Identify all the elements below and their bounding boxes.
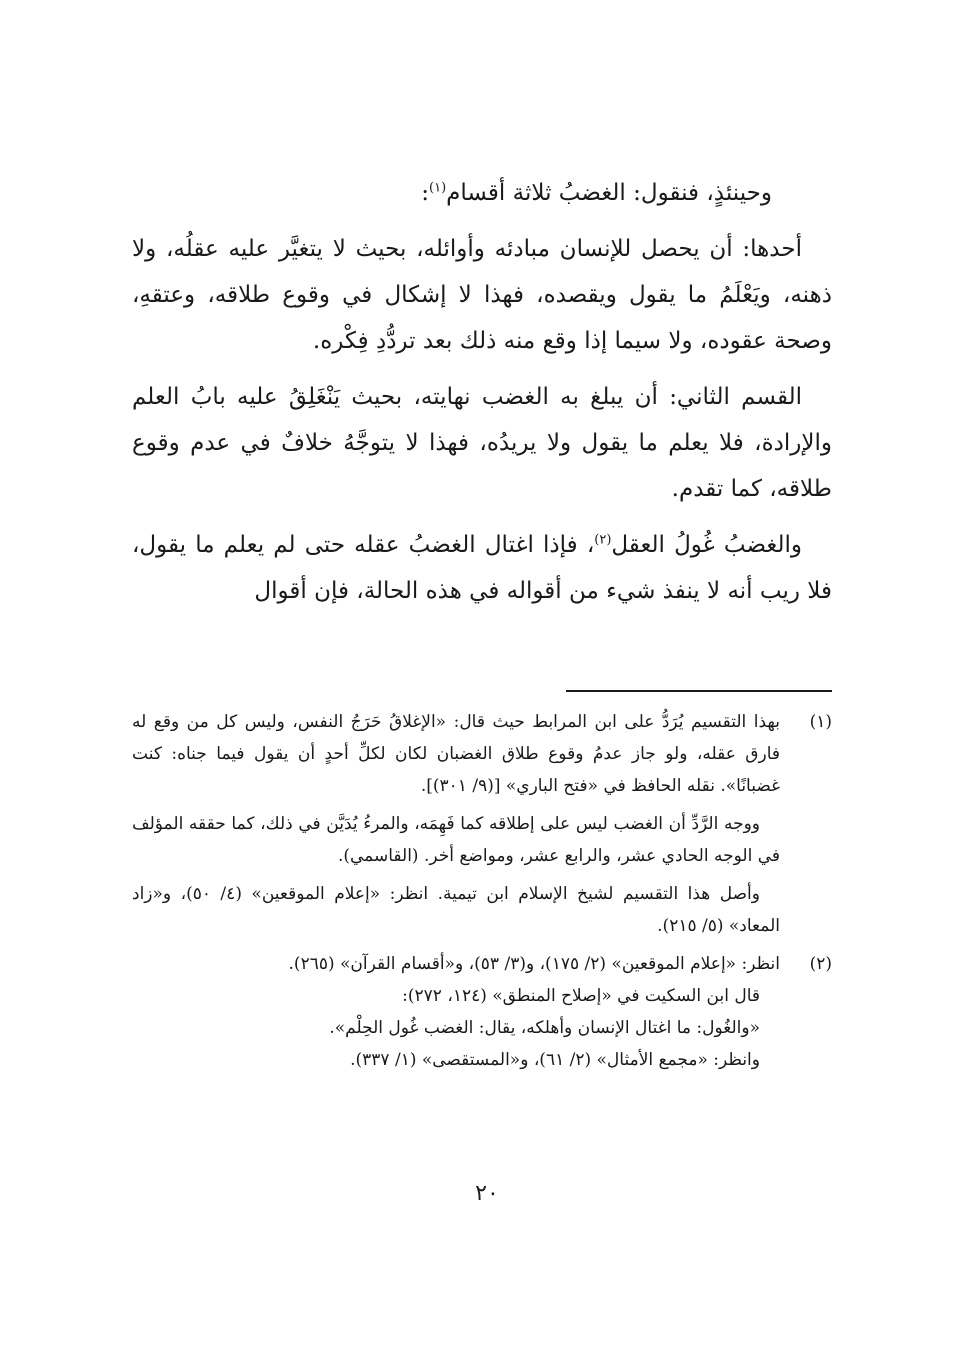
footnote-1 — [132, 706, 832, 942]
footnote-1-origin: وأصل هذا التقسيم لشيخ الإسلام ابن تيمية. انظر: «إعلام الموقعين» (٤/ ٥٠)، و«زاد المعاد» (٥/ ٢١٥). — [132, 884, 780, 936]
footnotes — [132, 706, 832, 1076]
footnote-2-ibn-sikkit: قال ابن السكيت في «إصلاح المنطق» (١٢٤، ٢٧٢): — [402, 986, 760, 1006]
paragraph-first-section: أحدها: أن يحصل للإنسان مبادئه وأوائله، بحيث لا يتغيَّر عليه عقلُه، ولا ذهنه، ويَعْلَمُ ما يقول ويقصده، فهذا لا إشكال في وقوع طلاقه، وعتقهِ، وصحة عقوده، ولا سيما إذا وقع منه ذلك بعد تردُّدِ فِكْره. — [132, 236, 832, 354]
footnote-1-text: بهذا التقسيم يُرَدُّ على ابن المرابط حيث قال: «الإغلاقُ حَرَجُ النفس، وليس كل من وقع له فارق عقله، ولو جاز عدمُ وقوع طلاق الغضبان لكان لكلِّ أحدٍ أن يقول فيما جناه: كنت غضبانًا». نقله الحافظ في «فتح الباري» [(٩/ ٣٠١)]. — [132, 712, 780, 796]
footnote-2-see-also: وانظر: «مجمع الأمثال» (٢/ ٦١)، و«المستقصى» (١/ ٣٣٧). — [350, 1050, 760, 1070]
anger-ghoul-tail: ، فإذا اغتال الغضبُ عقله حتى لم يعلم ما يقول، فلا ريب أنه لا ينفذ شيء من أقواله في هذه الحالة، فإن أقوال — [132, 532, 832, 604]
anger-ghoul-head: والغضبُ غُولُ العقل — [611, 532, 802, 558]
intro-colon: : — [421, 180, 430, 206]
main-text — [132, 170, 832, 624]
footnote-1-refutation: ووجه الرَّدِّ أن الغضب ليس على إطلاقه كما فَهِمَه، والمرءُ يُدَيَّن في ذلك، كما حققه المؤلف في الوجه الحادي عشر، والرابع عشر، ومواضع أخر. (القاسمي). — [132, 814, 780, 866]
footnote-2-text: انظر: «إعلام الموقعين» (٢/ ١٧٥)، و(٣/ ٥٣)، و«أقسام القرآن» (٢٦٥). — [288, 954, 780, 974]
footnote-2 — [132, 948, 832, 1076]
footnote-2-quote: «والغُول: ما اغتال الإنسان وأهلكه، يقال: الغضب غُول الحِلْم». — [329, 1018, 760, 1038]
paragraph-second-section: القسم الثاني: أن يبلغ به الغضب نهايته، بحيث يَنْغَلِقُ عليه بابُ العلم والإرادة، فلا يعلم ما يقول ولا يريدُه، فهذا لا يتوجَّهُ خلافٌ في عدم وقوع طلاقه، كما تقدم. — [132, 384, 832, 502]
footnote-2-number: (٢) — [809, 954, 832, 974]
footnote-marker-1[interactable]: (١) — [429, 180, 447, 196]
paragraph-intro — [132, 170, 832, 216]
intro-text: وحينئذٍ، فنقول: الغضبُ ثلاثة أقسام — [446, 180, 772, 206]
footnote-separator — [566, 690, 832, 692]
page-number: ٢٠ — [475, 1181, 499, 1206]
footnote-marker-2[interactable]: (٢) — [594, 532, 612, 548]
footnote-1-number: (١) — [809, 712, 832, 732]
paragraph-anger-ghoul — [132, 522, 832, 614]
